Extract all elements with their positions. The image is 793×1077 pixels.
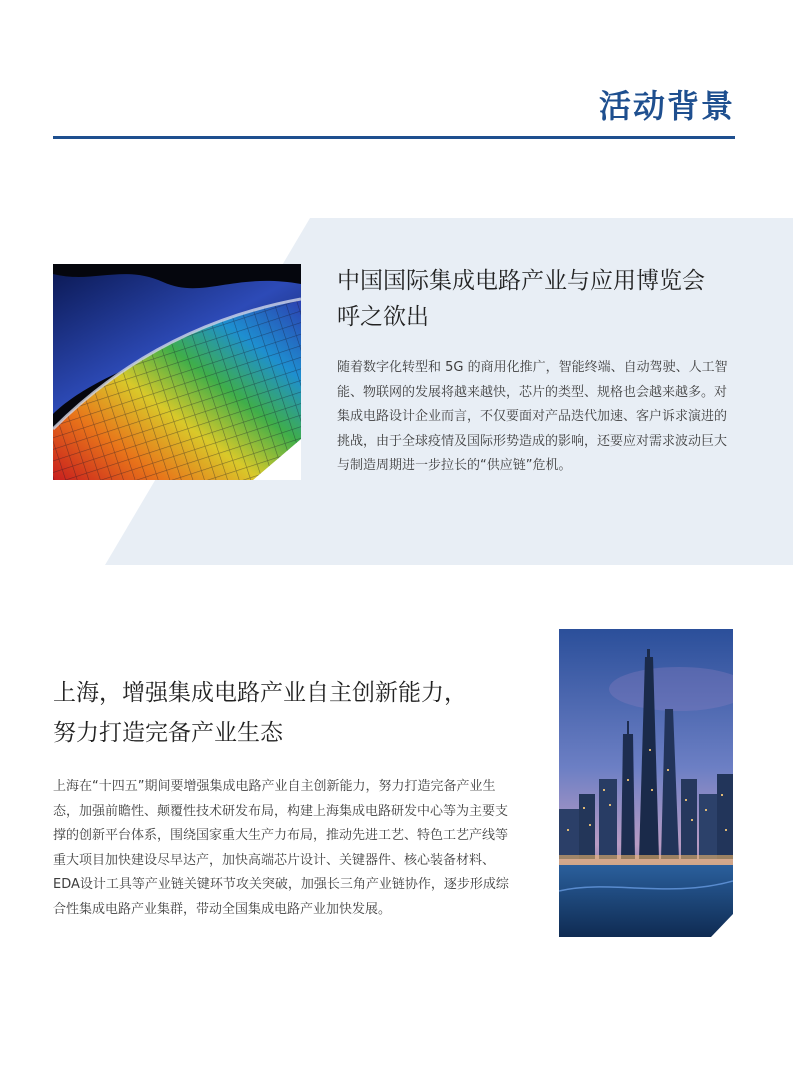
section1-paragraph: 随着数字化转型和 5G 的商用化推广，智能终端、自动驾驶、人工智能、物联网的发展将越来越快，芯片的类型、规格也会越来越多。对集成电路设计企业而言，不仅要面对产品迭代加速、客户诉求演进的挑战，由于全球疫情及国际形势造成的影响，还要应对需求波动巨大与制造周期进一步拉长的“供应链”危机。	[337, 360, 728, 473]
section1-heading-line2: 呼之欲出	[337, 304, 429, 330]
page-title: 活动背景	[598, 87, 735, 125]
title-divider	[53, 136, 735, 139]
section2-heading-line1: 上海，增强集成电路产业自主创新能力，	[53, 680, 467, 706]
city-skyline-image	[559, 629, 733, 937]
section2-heading	[53, 673, 533, 753]
section1-heading-line1: 中国国际集成电路产业与应用博览会	[337, 268, 705, 294]
section2-heading-line2: 努力打造完备产业生态	[53, 720, 283, 746]
section2-paragraph: 上海在“十四五”期间要增强集成电路产业自主创新能力，努力打造完备产业生态，加强前瞻性、颠覆性技术研发布局，构建上海集成电路研发中心等为主要支撑的创新平台体系，围绕国家重大生产力布局，推动先进工艺、特色工艺产线等重大项目加快建设尽早达产，加快高端芯片设计、关键器件、核心装备材料、EDA设计工具等产业链关键环节攻关突破，加强长三角产业链协作，逐步形成综合性集成电路产业集群，带动全国集成电路产业加快发展。	[53, 779, 509, 917]
wafer-image	[53, 264, 301, 480]
section1-heading	[337, 263, 747, 335]
